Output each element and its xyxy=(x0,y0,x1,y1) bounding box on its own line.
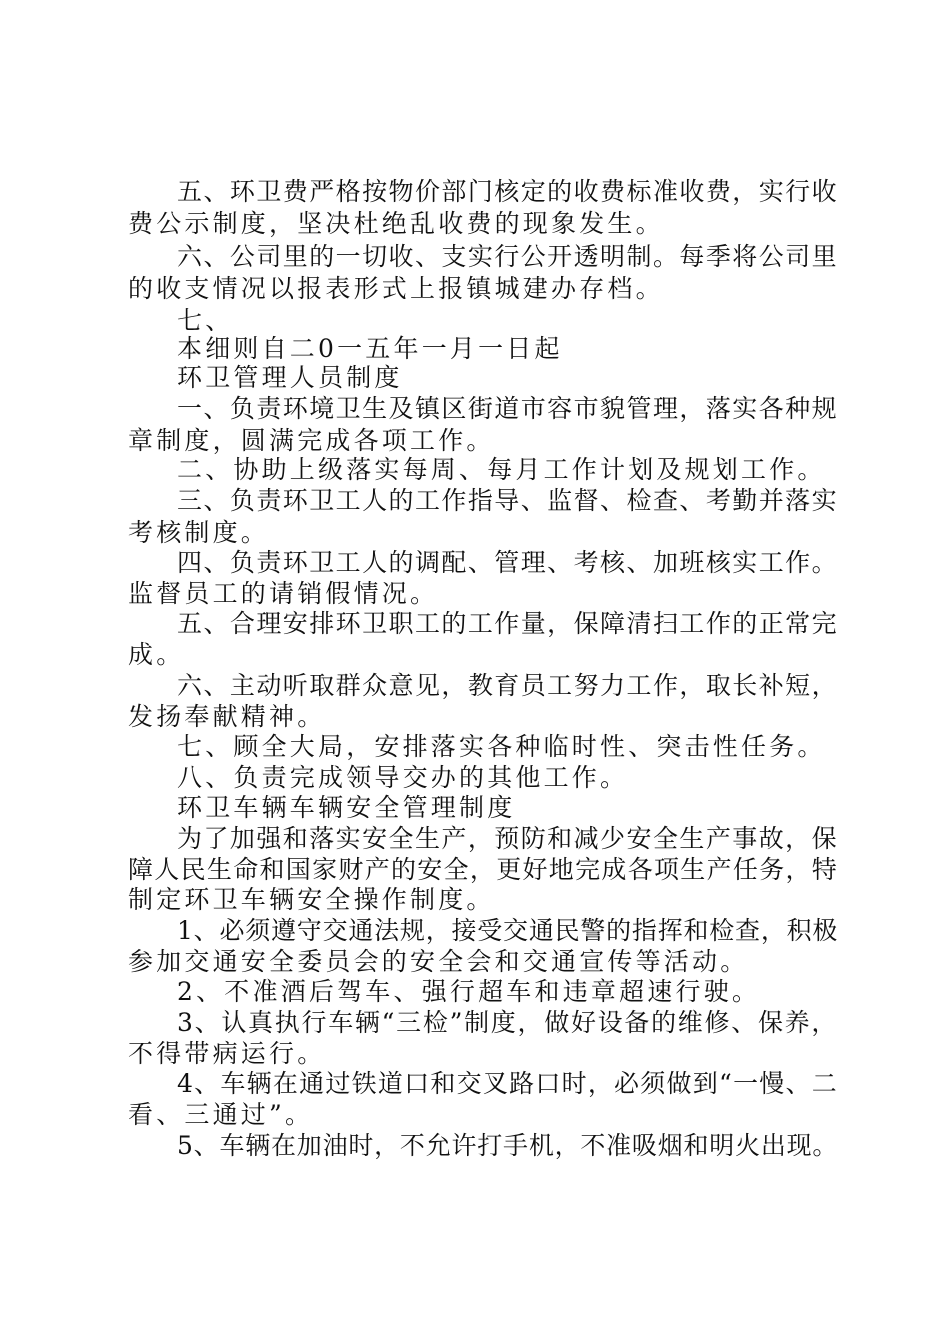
text-line: 一、负责环境卫生及镇区街道市容市貌管理，落实各种规 xyxy=(177,394,838,423)
text-line: 障人民生命和国家财产的安全，更好地完成各项生产任务，特 xyxy=(128,855,838,884)
text-line: 七、 xyxy=(177,306,234,335)
text-line: 成。 xyxy=(128,640,185,669)
text-line: 三、负责环卫工人的工作指导、监督、检查、考勤并落实 xyxy=(177,486,838,515)
section-heading: 环卫管理人员制度 xyxy=(177,363,403,392)
text-line: 章制度，圆满完成各项工作。 xyxy=(128,426,495,455)
text-line: 八、负责完成领导交办的其他工作。 xyxy=(177,763,629,792)
text-line: 为了加强和落实安全生产，预防和减少安全生产事故，保 xyxy=(177,824,838,853)
text-line: 制定环卫车辆安全操作制度。 xyxy=(128,885,495,914)
text-line: 费公示制度，坚决杜绝乱收费的现象发生。 xyxy=(128,209,664,238)
text-line: 参加交通安全委员会的安全会和交通宣传等活动。 xyxy=(128,947,749,976)
text-line: 看、三通过”。 xyxy=(128,1100,314,1129)
text-line: 七、顾全大局，安排落实各种临时性、突击性任务。 xyxy=(177,732,826,761)
text-line: 本细则自二0一五年一月一日起 xyxy=(177,334,563,363)
text-line: 3、认真执行车辆“三检”制度，做好设备的维修、保养， xyxy=(177,1008,838,1037)
text-line: 四、负责环卫工人的调配、管理、考核、加班核实工作。 xyxy=(177,548,838,577)
text-line: 不得带病运行。 xyxy=(128,1039,326,1068)
text-line: 2、不准酒后驾车、强行超车和违章超速行驶。 xyxy=(177,977,761,1006)
text-line: 4、车辆在通过铁道口和交叉路口时，必须做到“一慢、二 xyxy=(177,1069,838,1098)
text-line: 发扬奉献精神。 xyxy=(128,702,326,731)
text-line: 1、必须遵守交通法规，接受交通民警的指挥和检查，积极 xyxy=(177,916,838,945)
section-heading: 环卫车辆车辆安全管理制度 xyxy=(177,793,516,822)
text-line: 五、合理安排环卫职工的工作量，保障清扫工作的正常完 xyxy=(177,609,838,638)
text-line: 监督员工的请销假情况。 xyxy=(128,579,439,608)
text-line: 考核制度。 xyxy=(128,518,270,547)
text-line: 五、环卫费严格按物价部门核定的收费标准收费，实行收 xyxy=(177,177,838,206)
text-line: 5、车辆在加油时，不允许打手机，不准吸烟和明火出现。 xyxy=(177,1131,838,1160)
text-line: 的收支情况以报表形式上报镇城建办存档。 xyxy=(128,274,664,303)
text-line: 二、协助上级落实每周、每月工作计划及规划工作。 xyxy=(177,455,826,484)
text-line: 六、主动听取群众意见，教育员工努力工作，取长补短， xyxy=(177,671,838,700)
text-line: 六、公司里的一切收、支实行公开透明制。每季将公司里 xyxy=(177,242,838,271)
